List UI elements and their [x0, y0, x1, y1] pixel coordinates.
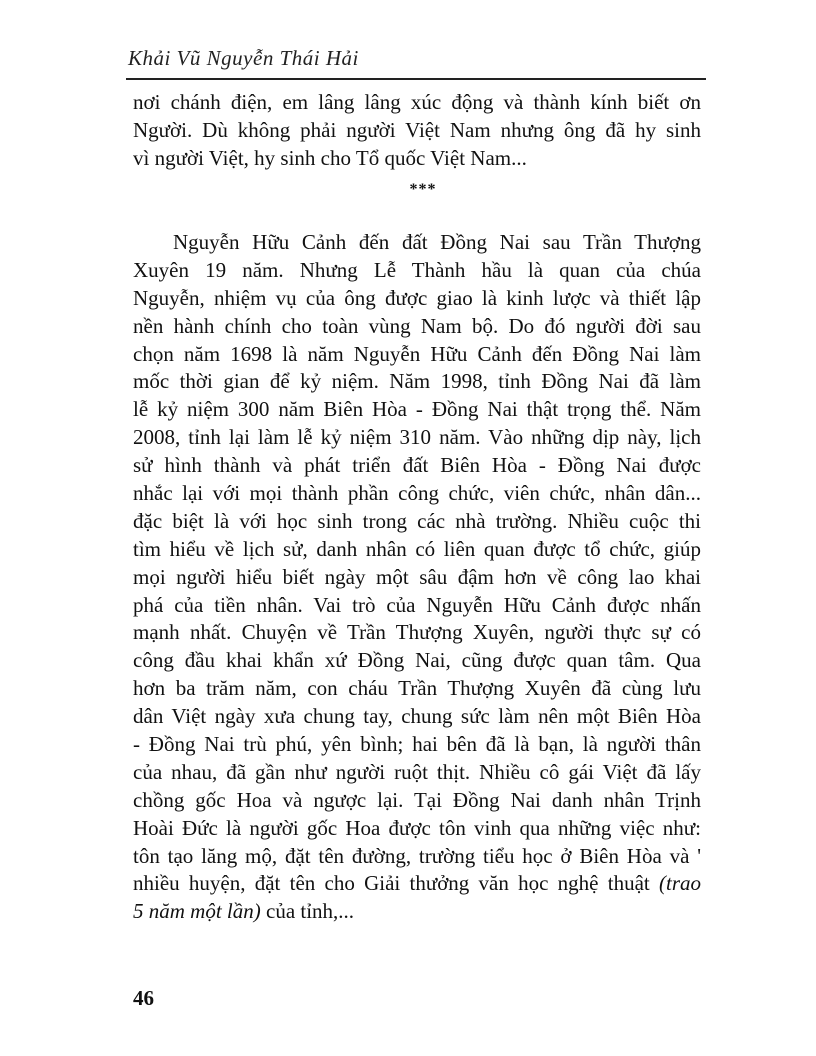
text-span: nhiều huyện, đặt tên cho Giải thưởng văn học nghệ thuật [133, 871, 659, 896]
text-line: dân Việt ngày xưa chung tay, chung sức làm nên một Biên Hòa [133, 704, 701, 729]
italic-text: 5 năm một lần) [133, 899, 261, 924]
page-number: 46 [133, 986, 154, 1010]
text-line: chọn năm 1698 là năm Nguyễn Hữu Cảnh đến Đồng Nai làm [133, 341, 701, 366]
text-line: Xuyên 19 năm. Nhưng Lễ Thành hầu là quan của chúa [133, 257, 701, 282]
text-line: nhắc lại với mọi thành phần công chức, viên chức, nhân dân... [133, 481, 701, 506]
running-header-author: Khải Vũ Nguyễn Thái Hải [128, 46, 359, 70]
text-line: Nguyễn Hữu Cảnh đến đất Đồng Nai sau Trần Thượng [173, 230, 701, 254]
text-line: sử hình thành và phát triển đất Biên Hòa - Đồng Nai được [133, 453, 701, 478]
text-line: phá của tiền nhân. Vai trò của Nguyễn Hữu Cảnh được nhấn [133, 592, 701, 617]
text-line: Người. Dù không phải người Việt Nam nhưng ông đã hy sinh [133, 117, 701, 142]
text-line: mốc thời gian để kỷ niệm. Năm 1998, tỉnh Đồng Nai đã làm [133, 369, 701, 394]
text-line: 2008, tỉnh lại làm lễ kỷ niệm 310 năm. Vào những dịp này, lịch [133, 425, 701, 450]
text-line: vì người Việt, hy sinh cho Tổ quốc Việt Nam... [133, 145, 527, 170]
text-line: - Đồng Nai trù phú, yên bình; hai bên đã là bạn, là người thân [133, 732, 701, 757]
text-line: đặc biệt là với học sinh trong các nhà trường. Nhiều cuộc thi [133, 508, 701, 533]
text-line: tìm hiểu về lịch sử, danh nhân có liên quan được tổ chức, giúp [133, 536, 701, 561]
text-line: tôn tạo lăng mộ, đặt tên đường, trường tiểu học ở Biên Hòa và ' [133, 843, 701, 868]
text-line: mọi người hiểu biết ngày một sâu đậm hơn về công lao khai [133, 564, 701, 589]
paragraph-2 [133, 229, 701, 926]
text-line: nền hành chính cho toàn vùng Nam bộ. Do đó người đời sau [133, 313, 701, 338]
text-line: Nguyễn, nhiệm vụ của ông được giao là kinh lược và thiết lập [133, 285, 701, 310]
text-line: Hoài Đức là người gốc Hoa được tôn vinh qua những việc như: [133, 815, 701, 840]
text-span: của tỉnh,... [260, 899, 355, 924]
text-line: nơi chánh điện, em lâng lâng xúc động và thành kính biết ơn [133, 90, 701, 114]
paragraph-1 [133, 89, 701, 173]
text-line: chồng gốc Hoa và ngược lại. Tại Đồng Nai danh nhân Trịnh [133, 787, 701, 812]
text-line: của nhau, đã gần như người ruột thịt. Nhiều cô gái Việt đã lấy [133, 759, 701, 784]
header-rule [126, 78, 706, 80]
text-line: công đầu khai khẩn xứ Đồng Nai, cũng được quan tâm. Qua [133, 648, 701, 673]
text-line [133, 898, 701, 926]
text-line: lễ kỷ niệm 300 năm Biên Hòa - Đồng Nai thật trọng thể. Năm [133, 397, 701, 422]
text-line [133, 870, 701, 898]
text-line: hơn ba trăm năm, con cháu Trần Thượng Xuyên đã cùng lưu [133, 676, 701, 701]
section-separator: *** [409, 181, 437, 198]
text-line: mạnh nhất. Chuyện về Trần Thượng Xuyên, người thực sự có [133, 620, 701, 645]
italic-text: (trao [659, 871, 701, 896]
